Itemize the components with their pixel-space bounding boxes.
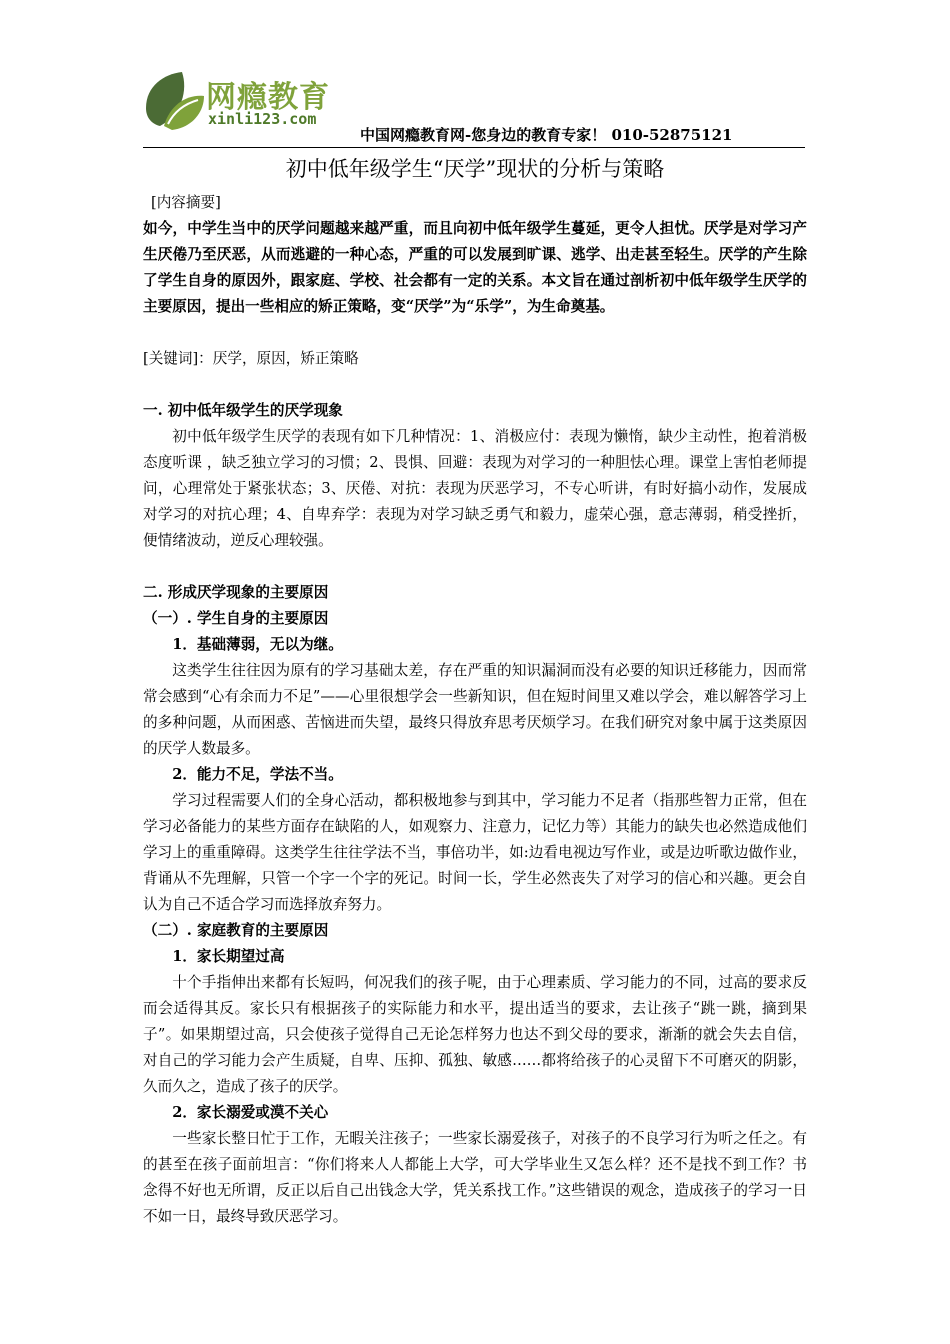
section2-sub1-p1-text: 这类学生往往因为原有的学习基础太差，存在严重的知识漏洞而没有必要的知识迁移能力，因而常常会感到“心有余而力不足”——心里很想学会一些新知识，但在短时间里又难以学会，难以解答学习上的多种问题，从而困惑、苦恼进而失望，最终只得放弃思考厌烦学习。在我们研究对象中属于这类原因的厌学人数最多。 [143,662,807,757]
spacer [143,320,807,346]
keywords: [关键词]：厌学，原因，矫正策略 [143,350,359,367]
section2-heading: 二. 形成厌学现象的主要原因 [143,584,329,601]
section2-sub1-p2-text: 学习过程需要人们的全身心活动，都积极地参与到其中，学习能力不足者（指那些智力正常，但在学习必备能力的某些方面存在缺陷的人，如观察力、注意力，记忆力等）其能力的缺失也必然造成他们学习上的重重障碍。这类学生往往学法不当，事倍功半，如:边看电视边写作业，或是边听歌边做作业，背诵从不先理解，只管一个字一个字的死记。时间一长，学生必然丧失了对学习的信心和兴趣。更会自认为自己不适合学习而选择放弃努力。 [143,792,807,913]
header-tagline: 中国网瘾教育网-您身边的教育专家！ 010-52875121 [360,126,733,144]
spacer [143,372,807,398]
section2-sub1-p2-heading: 2．能力不足，学法不当。 [172,766,343,783]
section2-sub2-p1-text: 十个手指伸出来都有长短吗，何况我们的孩子呢，由于心理素质、学习能力的不同，过高的要求反而会适得其反。家长只有根据孩子的实际能力和水平，提出适当的要求，去让孩子“跳一跳，摘到果子”。如果期望过高，只会使孩子觉得自己无论怎样努力也达不到父母的要求，渐渐的就会失去自信，对自己的学习能力会产生质疑，自卑、压抑、孤独、敏感……都将给孩子的心灵留下不可磨灭的阴影，久而久之，造成了孩子的厌学。 [143,974,807,1095]
section1-text: 初中低年级学生厌学的表现有如下几种情况：1、消极应付：表现为懒惰，缺少主动性，抱着消极态度听课 ，缺乏独立学习的习惯；2、畏惧、回避：表现为对学习的一种胆怯心理。课堂上害怕老师提问，心理常处于紧张状态；3、厌倦、对抗：表现为厌恶学习，不专心听讲，有时好搞小动作，发展成对学习的对抗心理；4、自卑弃学：表现为对学习缺乏勇气和毅力，虚荣心强，意志薄弱，稍受挫折，便情绪波动，逆反心理较强。 [143,428,807,549]
header-divider [143,147,805,148]
document-body [143,190,807,1230]
abstract-label: [内容摘要] [151,194,221,211]
document-title: 初中低年级学生“厌学”现状的分析与策略 [285,157,665,181]
section2-sub1-p1-heading: 1．基础薄弱，无以为继。 [172,636,343,653]
section2-sub1-heading: （一）. 学生自身的主要原因 [143,610,329,627]
spacer [143,554,807,580]
section2-sub2-heading: （二）. 家庭教育的主要原因 [143,922,329,939]
abstract-text: 如今，中学生当中的厌学问题越来越严重，而且向初中低年级学生蔓延，更令人担忧。厌学是对学习产生厌倦乃至厌恶，从而逃避的一种心态，严重的可以发展到旷课、逃学、出走甚至轻生。厌学的产生除了学生自身的原因外，跟家庭、学校、社会都有一定的关系。本文旨在通过剖析初中低年级学生厌学的主要原因，提出一些相应的矫正策略，变“厌学”为“乐学”，为生命奠基。 [143,220,807,315]
section2-sub2-p2-text: 一些家长整日忙于工作，无暇关注孩子；一些家长溺爱孩子，对孩子的不良学习行为听之任之。有的甚至在孩子面前坦言：“你们将来人人都能上大学，可大学毕业生又怎么样？还不是找不到工作？书念得不好也无所谓，反正以后自己出钱念大学，凭关系找工作。”这些错误的观念，造成孩子的学习一日不如一日，最终导致厌恶学习。 [143,1130,807,1225]
logo-text: 网瘾教育 [206,80,330,115]
section2-sub2-p1-heading: 1．家长期望过高 [172,948,285,965]
logo-url: xinli123.com [208,110,317,128]
section1-heading: 一. 初中低年级学生的厌学现象 [143,402,343,419]
section2-sub2-p2-heading: 2．家长溺爱或漠不关心 [172,1104,329,1121]
